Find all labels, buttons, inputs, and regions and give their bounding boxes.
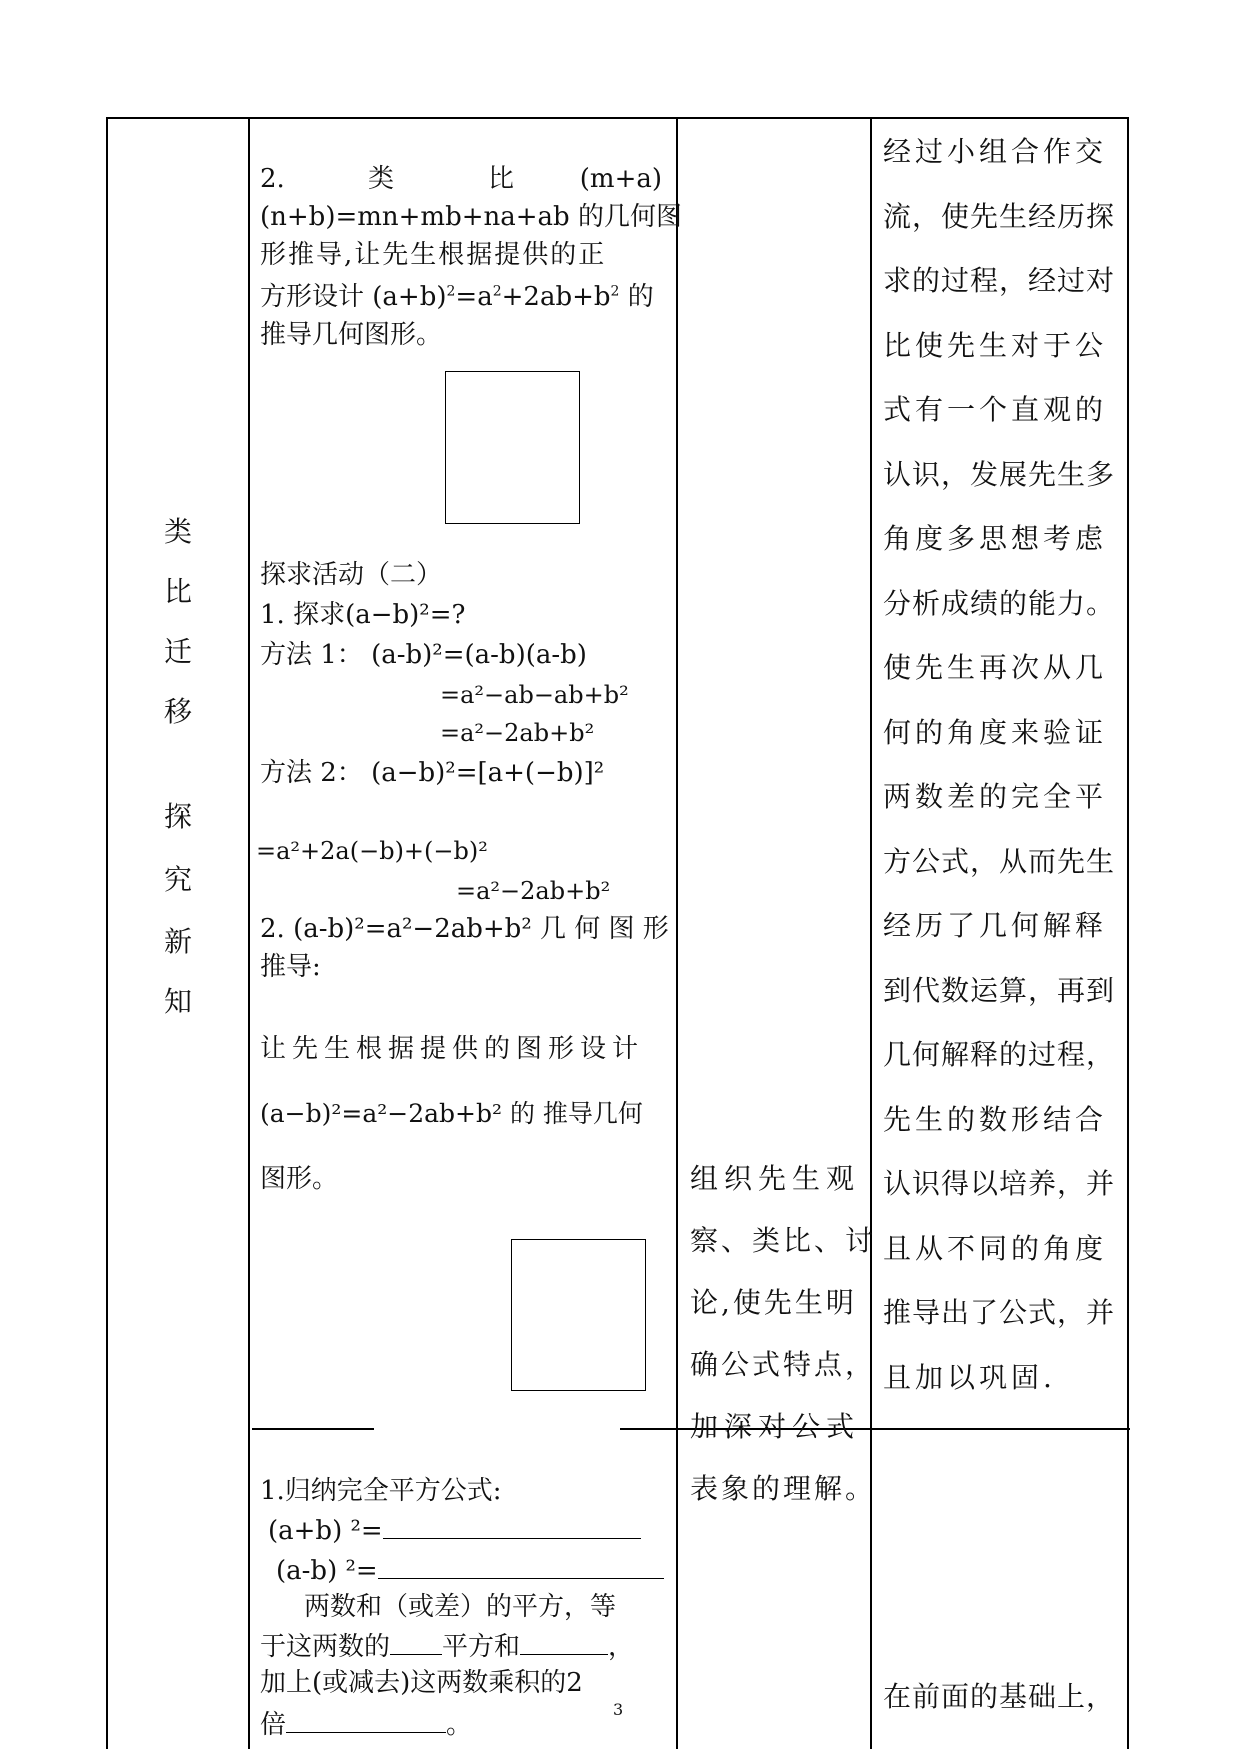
design-para-line2: (a−b)²=a²−2ab+b² 的 推导几何 <box>260 1099 643 1128</box>
design-intent-line: 且从不同的角度 <box>883 1231 1108 1265</box>
teacher-activity-line: 组织先生观 <box>690 1162 861 1195</box>
col-divider-2 <box>676 117 678 1749</box>
item2-line2: (n+b)=mn+mb+na+ab 的几何图 <box>260 202 682 232</box>
teacher-activity-line: 论,使先生明 <box>690 1286 857 1319</box>
col-divider-1 <box>248 117 250 1749</box>
item2-line1: 2. 类 比 (m+a) <box>260 164 662 194</box>
design-intent-column <box>883 120 1115 1410</box>
item2-line5: 推导几何图形。 <box>260 320 443 350</box>
design-intent-line: 经过小组合作交 <box>883 135 1108 168</box>
summary-title: 1.归纳完全平方公式: <box>260 1476 502 1506</box>
method1-line2: =a²−ab−ab+b² <box>440 681 629 709</box>
design-intent-line: 认识得以培养，并 <box>883 1167 1116 1200</box>
design-intent-line: 认识，发展先生多 <box>883 457 1116 491</box>
table-left-border <box>106 117 108 1749</box>
section-title-char: 移 <box>164 695 193 728</box>
summary-para-line4: 倍 。 <box>260 1704 472 1744</box>
table-top-border <box>106 117 1128 119</box>
summary-formula-diff: (a-b) ²= <box>276 1550 664 1590</box>
design-intent-line: 且加以巩固. <box>883 1360 1056 1394</box>
answer-blank[interactable] <box>520 1626 608 1655</box>
teacher-activity-column <box>690 1148 876 1520</box>
method2-line2: =a²+2a(−b)+(−b)² <box>256 837 488 865</box>
page-number: 3 <box>613 1700 624 1719</box>
design-intent-line: 两数差的完全平 <box>883 780 1108 813</box>
summary-formula-sum: (a+b) ²= <box>268 1510 641 1550</box>
answer-blank[interactable] <box>383 1510 641 1539</box>
row-divider-d <box>870 1428 1130 1430</box>
design-intent-line: 方公式，从而先生 <box>883 844 1116 878</box>
design-intent-line: 求的过程，经过对 <box>883 264 1116 297</box>
answer-blank[interactable] <box>378 1550 664 1579</box>
summary-para-line2: 于这两数的 平方和 ， <box>260 1626 634 1666</box>
section-title-char: 比 <box>164 575 193 608</box>
section-title-char: 探 <box>164 800 193 833</box>
design-intent-line: 流，使先生经历探 <box>883 199 1116 233</box>
design-intent-bottom-line: 在前面的基础上， <box>883 1680 1116 1713</box>
teacher-activity-line: 察、类比、讨 <box>690 1224 877 1257</box>
section-title-char: 新 <box>164 925 193 958</box>
design-intent-line: 经历了几何解释 <box>883 909 1108 942</box>
answer-blank[interactable] <box>286 1704 446 1733</box>
design-intent-line: 到代数运算，再到 <box>883 973 1116 1007</box>
item2b-line2: 推导: <box>260 952 321 982</box>
design-intent-line: 角度多思想考虑 <box>883 522 1108 555</box>
item2b-line1: 2. (a-b)²=a²−2ab+b² 几 何 图 形 <box>260 914 669 944</box>
section-title-char: 究 <box>164 863 193 896</box>
square-figure-2 <box>511 1239 646 1391</box>
design-intent-line: 比使先生对于公 <box>883 328 1108 362</box>
square-figure-1 <box>445 371 580 524</box>
item2-line3: 形推导,让先生根据提供的正 <box>260 240 607 270</box>
design-intent-line: 式有一个直观的 <box>883 393 1108 426</box>
method1-line3: =a²−2ab+b² <box>440 719 595 747</box>
row-divider-b-left <box>252 1428 374 1430</box>
table-right-border <box>1127 117 1129 1749</box>
activity2-title: 探求活动（二） <box>260 560 443 590</box>
design-para-line1: 让先生根据提供的图形设计 <box>260 1034 645 1064</box>
section-title-char: 迁 <box>164 635 193 668</box>
section-title-char: 类 <box>164 515 193 548</box>
method2-line1: 方法 2： (a−b)²=[a+(−b)]² <box>260 758 605 788</box>
method2-line3: =a²−2ab+b² <box>456 877 611 905</box>
answer-blank[interactable] <box>390 1626 442 1655</box>
design-intent-line: 先生的数形结合 <box>883 1102 1108 1136</box>
design-intent-line: 分析成绩的能力。 <box>883 586 1116 620</box>
summary-para-line3: 加上(或减去)这两数乘积的2 <box>260 1668 583 1698</box>
teacher-activity-line: 表象的理解。 <box>690 1472 877 1505</box>
design-para-line3: 图形。 <box>260 1164 339 1194</box>
method1-line1: 方法 1： (a-b)²=(a-b)(a-b) <box>260 640 587 670</box>
design-intent-line: 几何解释的过程， <box>883 1038 1116 1071</box>
teacher-activity-line: 确公式特点， <box>690 1348 877 1381</box>
design-intent-line: 使先生再次从几 <box>883 651 1108 684</box>
item2-line4: 方形设计 $(a+b)^2=a^2+2ab+b^2$ 的 <box>260 282 654 312</box>
summary-para-line1: 两数和（或差）的平方，等 <box>304 1592 617 1622</box>
design-intent-line: 何的角度来验证 <box>883 715 1108 749</box>
section-title-char: 知 <box>164 985 193 1018</box>
teacher-activity-line: 加深对公式 <box>690 1410 861 1443</box>
design-intent-line: 推导出了公式，并 <box>883 1296 1116 1329</box>
question1: 1. 探求(a−b)²=? <box>260 600 466 630</box>
